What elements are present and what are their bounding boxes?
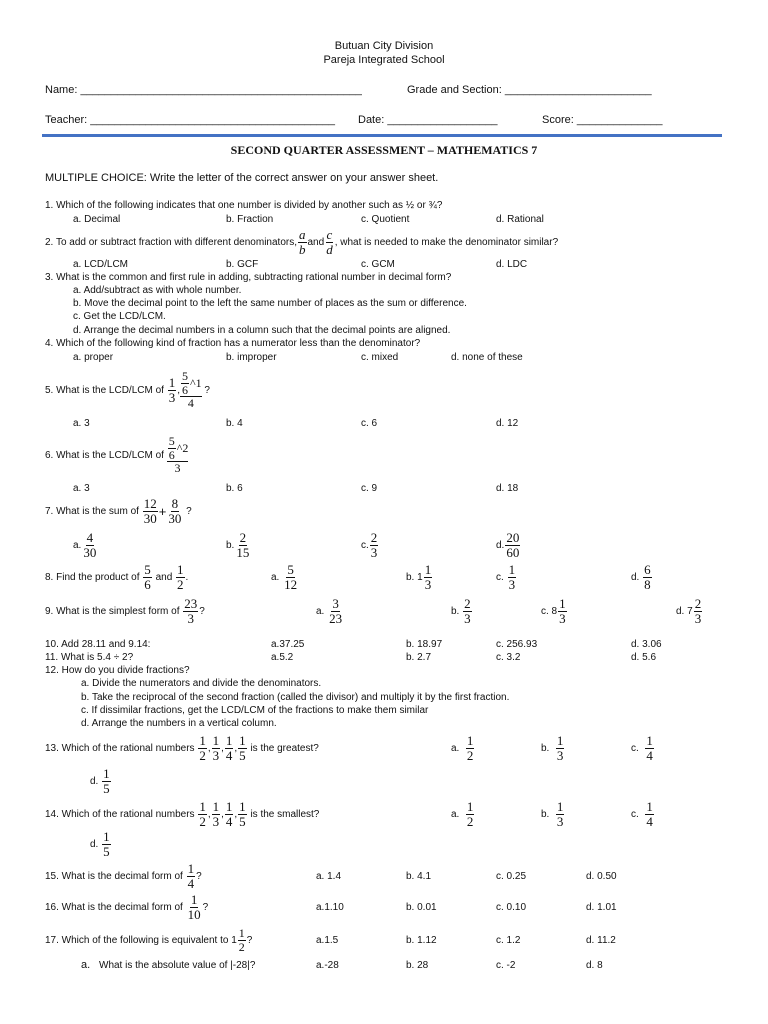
q14-choice-a: a. $\frac{1}{2}$ — [451, 798, 474, 829]
q8-choice-d: d. $\frac{6}{8}$ — [631, 561, 651, 592]
division-name: Butuan City Division — [334, 40, 434, 52]
q16-choice-a: a.1.10 — [316, 902, 344, 913]
q10-choice-d: d. 3.06 — [631, 639, 662, 650]
question-6 — [45, 432, 188, 478]
date-field: Date: __________________ — [358, 114, 498, 126]
school-name: Pareja Integrated School — [323, 54, 445, 66]
q18-choice-c: c. -2 — [496, 960, 516, 971]
q6-text: 6. What is the LCD/LCM of — [45, 449, 164, 461]
q16-text: 16. What is the decimal form of — [45, 901, 183, 913]
question-17 — [45, 925, 252, 955]
q8-fraction-1-2: $\frac{1}{2}$ — [177, 561, 184, 592]
question-13 — [45, 733, 319, 763]
q8-period: . — [185, 571, 189, 583]
q9-mark: ? — [199, 605, 205, 617]
q5-nested-fraction: $\frac{5}{6}$ ^1 4 — [182, 369, 202, 411]
page-title: SECOND QUARTER ASSESSMENT – MATHEMATICS 7 — [230, 143, 538, 157]
q2-and: and — [307, 236, 325, 248]
q14-fraction-1-3: $\frac{1}{3}$ — [212, 798, 220, 829]
q5-mark: ? — [204, 384, 210, 396]
q13-choice-d: d. $\frac{1}{5}$ — [90, 765, 110, 796]
q13-choice-a: a. $\frac{1}{2}$ — [451, 732, 474, 763]
q17-choice-c: c. 1.2 — [496, 935, 521, 946]
q2-choice-c: c. GCM — [361, 259, 395, 270]
q7-plus: + — [158, 503, 167, 519]
q13-text: 13. Which of the rational numbers — [45, 742, 195, 754]
question-7 — [45, 496, 192, 526]
q2-choice-b: b. GCF — [226, 259, 259, 270]
q10-choice-a: a.37.25 — [271, 639, 305, 650]
q9-choice-c: c. 8 $\frac{1}{3}$ — [541, 595, 566, 626]
score-field: Score: ______________ — [542, 114, 663, 126]
q13-choice-c: c. $\frac{1}{4}$ — [631, 732, 653, 763]
q11-choice-a: a.5.2 — [271, 652, 294, 663]
q13-choice-b: b. $\frac{1}{3}$ — [541, 732, 564, 763]
q6-choice-d: d. 18 — [496, 483, 519, 494]
teacher-field: Teacher: ________________________________________ — [45, 114, 335, 126]
header-divider — [42, 134, 722, 137]
q14-text-end: is the smallest? — [250, 808, 320, 820]
q17-fraction-1-2: $\frac{1}{2}$ — [238, 925, 245, 954]
q12-choice-d: d. Arrange the numbers in a vertical column. — [81, 718, 277, 729]
q17-text: 17. Which of the following is equivalent to 1 — [45, 934, 237, 946]
q6-choice-a: a. 3 — [73, 483, 90, 494]
q5-choice-c: c. 6 — [361, 418, 378, 429]
q5-fraction-1-3: $\frac{1}{3}$ — [168, 374, 176, 405]
q6-choice-c: c. 9 — [361, 483, 378, 494]
q17-choice-d: d. 11.2 — [586, 935, 616, 946]
q15-choice-d: d. 0.50 — [586, 871, 617, 882]
q18-label: a. — [81, 959, 91, 971]
q12-choice-a: a. Divide the numerators and divide the denominators. — [81, 678, 322, 689]
q10-choice-c: c. 256.93 — [496, 639, 538, 650]
q18-choice-d: d. 8 — [586, 960, 603, 971]
q13-text-end: is the greatest? — [250, 742, 319, 754]
question-9 — [45, 596, 205, 626]
q2-choice-a: a. LCD/LCM — [73, 259, 129, 270]
q15-fraction-1-4: $\frac{1}{4}$ — [187, 860, 195, 891]
q7-choice-a: a. $\frac{4}{30}$ — [73, 529, 97, 560]
q8-fraction-5-6: $\frac{5}{6}$ — [144, 561, 151, 592]
q7-mark: ? — [186, 505, 192, 517]
q18-choice-b: b. 28 — [406, 960, 429, 971]
question-1: 1. Which of the following indicates that one number is divided by another such as ½ or ¾? — [45, 200, 443, 211]
q14-fraction-1-2: $\frac{1}{2}$ — [199, 798, 206, 829]
q7-choice-b: b. $\frac{2}{15}$ — [226, 529, 250, 560]
q4-choice-a: a. proper — [73, 352, 114, 363]
q1-choice-c: c. Quotient — [361, 214, 410, 225]
q14-comma-3: , — [234, 808, 238, 820]
question-5 — [45, 366, 210, 414]
q16-choice-d: d. 1.01 — [586, 902, 617, 913]
q3-choice-d: d. Arrange the decimal numbers in a column such that the decimal points are aligned. — [73, 325, 451, 336]
q14-choice-b: b. $\frac{1}{3}$ — [541, 798, 564, 829]
q5-choice-d: d. 12 — [496, 418, 519, 429]
question-8 — [45, 562, 188, 592]
q15-choice-c: c. 0.25 — [496, 871, 527, 882]
q13-fraction-1-3: $\frac{1}{3}$ — [212, 732, 220, 763]
q7-text: 7. What is the sum of — [45, 505, 139, 517]
q9-choice-a: a. $\frac{3}{23}$ — [316, 595, 343, 626]
question-16 — [45, 892, 208, 922]
q13-comma-2: , — [221, 742, 224, 754]
q14-fraction-1-4: $\frac{1}{4}$ — [225, 798, 233, 829]
q15-text: 15. What is the decimal form of — [45, 870, 183, 882]
q9-text: 9. What is the simplest form of — [45, 605, 180, 617]
q7-fraction-8-30: $\frac{8}{30}$ — [168, 495, 182, 526]
q14-choice-c: c. $\frac{1}{4}$ — [631, 798, 653, 829]
q11-choice-c: c. 3.2 — [496, 652, 521, 663]
q16-fraction-1-10: $\frac{1}{10}$ — [187, 891, 201, 922]
q4-choice-d: d. none of these — [451, 352, 523, 363]
q2-fraction-a-b: $\frac{a}{b}$ — [299, 226, 306, 257]
q8-and: and — [155, 571, 173, 583]
q3-choice-a: a. Add/subtract as with whole number. — [73, 285, 242, 296]
q16-choice-c: c. 0.10 — [496, 902, 527, 913]
q13-fraction-1-2: $\frac{1}{2}$ — [199, 732, 206, 763]
q8-text: 8. Find the product of — [45, 571, 140, 583]
q15-choice-a: a. 1.4 — [316, 871, 342, 882]
q14-choice-d: d. $\frac{1}{5}$ — [90, 828, 110, 859]
question-14 — [45, 799, 319, 829]
q14-comma-1: , — [207, 808, 211, 820]
q10-choice-b: b. 18.97 — [406, 639, 443, 650]
q11-choice-d: d. 5.6 — [631, 652, 657, 663]
q15-choice-b: b. 4.1 — [406, 871, 432, 882]
q7-choice-c: c. $\frac{2}{3}$ — [361, 529, 378, 560]
question-18: What is the absolute value of |-28|? — [99, 960, 256, 971]
q8-choice-c: c. $\frac{1}{3}$ — [496, 561, 516, 592]
q14-fraction-1-5: $\frac{1}{5}$ — [239, 798, 246, 829]
grade-section-field: Grade and Section: ________________________ — [407, 84, 652, 96]
q13-comma-3: , — [234, 742, 238, 754]
q2-text-end: , what is needed to make the denominator similar? — [334, 236, 559, 248]
q2-text: 2. To add or subtract fraction with different denominators, — [45, 236, 297, 248]
q6-nested-fraction: $\frac{5}{6}$ ^2 3 — [168, 434, 189, 476]
instructions: MULTIPLE CHOICE: Write the letter of the correct answer on your answer sheet. — [45, 172, 439, 184]
q15-mark: ? — [196, 870, 202, 882]
q5-comma: , — [177, 384, 180, 396]
q3-choice-c: c. Get the LCD/LCM. — [73, 311, 166, 322]
q5-choice-a: a. 3 — [73, 418, 90, 429]
question-11: 11. What is 5.4 ÷ 2? — [45, 652, 134, 663]
q17-choice-a: a.1.5 — [316, 935, 339, 946]
q8-choice-a: a. $\frac{5}{12}$ — [271, 561, 298, 592]
q16-choice-b: b. 0.01 — [406, 902, 437, 913]
q13-comma-1: , — [207, 742, 211, 754]
q14-text: 14. Which of the rational numbers — [45, 808, 195, 820]
q14-comma-2: , — [221, 808, 224, 820]
q5-choice-b: b. 4 — [226, 418, 243, 429]
q12-choice-c: c. If dissimilar fractions, get the LCD/LCM of the fractions to make them similar — [81, 705, 429, 716]
q13-fraction-1-4: $\frac{1}{4}$ — [225, 732, 233, 763]
q2-choice-d: d. LDC — [496, 259, 528, 270]
question-2 — [45, 226, 558, 258]
q18-choice-a: a.-28 — [316, 960, 339, 971]
q1-choice-a: a. Decimal — [73, 214, 121, 225]
question-3: 3. What is the common and first rule in adding, subtracting rational number in decimal form? — [45, 272, 452, 283]
q5-text: 5. What is the LCD/LCM of — [45, 384, 164, 396]
q2-fraction-c-d: $\frac{c}{d}$ — [326, 226, 333, 257]
q9-choice-b: b. $\frac{2}{3}$ — [451, 595, 471, 626]
q1-choice-b: b. Fraction — [226, 214, 274, 225]
question-4: 4. Which of the following kind of fraction has a numerator less than the denominator? — [45, 338, 421, 349]
q17-mark: ? — [246, 934, 253, 946]
q8-choice-b: b. 1 $\frac{1}{3}$ — [406, 561, 432, 592]
q3-choice-b: b. Move the decimal point to the left the same number of places as the sum or difference. — [73, 298, 467, 309]
q4-choice-c: c. mixed — [361, 352, 399, 363]
q11-choice-b: b. 2.7 — [406, 652, 432, 663]
q1-choice-d: d. Rational — [496, 214, 544, 225]
q7-choice-d: d. $\frac{20}{60}$ — [496, 529, 520, 560]
q12-choice-b: b. Take the reciprocal of the second fraction (called the divisor) and multiply it by the first fraction. — [81, 692, 510, 703]
q9-choice-d: d. 7 $\frac{2}{3}$ — [676, 595, 702, 626]
q17-choice-b: b. 1.12 — [406, 935, 437, 946]
q7-fraction-12-30: $\frac{12}{30}$ — [143, 495, 157, 526]
name-field: Name: ______________________________________________ — [45, 84, 362, 96]
q13-fraction-1-5: $\frac{1}{5}$ — [239, 732, 246, 763]
q16-mark: ? — [202, 901, 209, 913]
question-12: 12. How do you divide fractions? — [45, 665, 190, 676]
question-10: 10. Add 28.11 and 9.14: — [45, 639, 151, 650]
q9-fraction-23-3: $\frac{23}{3}$ — [184, 595, 198, 626]
question-15 — [45, 861, 202, 891]
q6-choice-b: b. 6 — [226, 483, 243, 494]
q4-choice-b: b. improper — [226, 352, 277, 363]
